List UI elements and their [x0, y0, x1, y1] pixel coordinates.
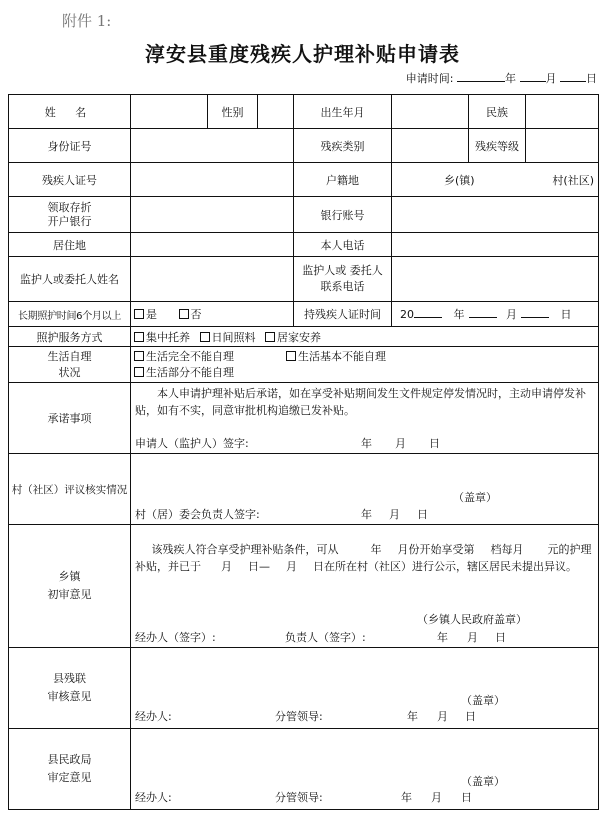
township-responsible-label: 负责人（签字）: — [285, 631, 366, 644]
id-number-field[interactable] — [131, 129, 294, 163]
application-form-table — [8, 94, 599, 810]
county-civil-leader-label: 分管领导: — [275, 791, 323, 804]
disability-level-label: 残疾等级 — [469, 129, 526, 163]
county-civil-date-month: 月 — [431, 791, 442, 804]
county-dpf-seal: （盖章） — [461, 694, 505, 707]
township-seal: （乡镇人民政府盖章） — [417, 613, 527, 626]
village-date-year: 年 — [361, 508, 372, 521]
commitment-label: 承诺事项 — [9, 383, 131, 454]
village-seal: （盖章） — [453, 491, 497, 504]
applicant-signature-label: 申请人（监护人）签字: — [135, 437, 249, 450]
guardian-phone-label: 监护人或 委托人 联系电话 — [294, 257, 392, 302]
application-year-field[interactable] — [457, 70, 505, 82]
name-field[interactable] — [131, 95, 208, 129]
county-civil-handler-label: 经办人: — [135, 791, 172, 804]
id-number-label: 身份证号 — [9, 129, 131, 163]
application-day-field[interactable] — [560, 70, 586, 82]
county-dpf-review-cell — [131, 648, 599, 729]
township-review-label: 乡镇 初审意见 — [9, 525, 131, 648]
county-dpf-leader-label: 分管领导: — [275, 710, 323, 723]
checkbox-icon[interactable] — [200, 332, 210, 342]
township-suffix: 乡(镇) — [444, 174, 475, 187]
ethnicity-field[interactable] — [526, 95, 599, 129]
bank-account-label: 银行账号 — [294, 197, 392, 233]
long-term-care-label: 长期照护时间6个月以上 — [9, 302, 131, 327]
applicant-date-day: 日 — [429, 437, 440, 450]
cert-time-field[interactable]: 20 年 月 日 — [392, 302, 599, 327]
attachment-label: 附件 1: — [62, 12, 112, 30]
township-review-cell — [131, 525, 599, 648]
checkbox-icon[interactable] — [265, 332, 275, 342]
long-term-no-option[interactable]: 否 — [179, 306, 202, 322]
application-day-unit: 日 — [586, 72, 597, 85]
county-civil-date-day: 日 — [461, 791, 472, 804]
long-term-yes-option[interactable]: 是 — [134, 306, 157, 322]
township-date-month: 月 — [467, 631, 478, 644]
care-option-centralized[interactable]: 集中托养 — [134, 329, 190, 345]
guardian-phone-field[interactable] — [392, 257, 599, 302]
commitment-cell — [131, 383, 599, 454]
self-care-option-partial[interactable]: 生活部分不能自理 — [134, 365, 234, 381]
township-date-year: 年 — [437, 631, 448, 644]
application-year-unit: 年 — [505, 72, 516, 85]
township-handler-label: 经办人（签字）: — [135, 631, 216, 644]
phone-field[interactable] — [392, 233, 599, 257]
care-option-daytime[interactable]: 日间照料 — [200, 329, 256, 345]
village-suffix: 村(社区) — [552, 174, 594, 187]
disability-type-field[interactable] — [392, 129, 469, 163]
bank-field[interactable] — [131, 197, 294, 233]
county-civil-date-year: 年 — [401, 791, 412, 804]
cert-time-label: 持残疾人证时间 — [294, 302, 392, 327]
residence-field[interactable] — [131, 233, 294, 257]
village-review-cell — [131, 454, 599, 525]
disability-level-field[interactable] — [526, 129, 599, 163]
checkbox-icon[interactable] — [134, 351, 144, 361]
village-date-day: 日 — [417, 508, 428, 521]
applicant-date-year: 年 — [361, 437, 372, 450]
disability-cert-label: 残疾人证号 — [9, 163, 131, 197]
county-dpf-date-month: 月 — [437, 710, 448, 723]
care-mode-label: 照护服务方式 — [9, 327, 131, 347]
hukou-label: 户籍地 — [294, 163, 392, 197]
commitment-text: 本人申请护理补贴后承诺，如在享受补贴期间发生文件规定停发情况时，主动申请停发补贴，如有不实，同意审批机构追缴已发补贴。 — [135, 387, 586, 417]
county-civil-seal: （盖章） — [461, 775, 505, 788]
disability-type-label: 残疾类别 — [294, 129, 392, 163]
checkbox-icon[interactable] — [134, 309, 144, 319]
village-review-label: 村（社区）评议核实情况 — [9, 454, 131, 525]
county-dpf-date-year: 年 — [407, 710, 418, 723]
bank-account-field[interactable] — [392, 197, 599, 233]
county-dpf-handler-label: 经办人: — [135, 710, 172, 723]
gender-label: 性别 — [208, 95, 258, 129]
disability-cert-field[interactable] — [131, 163, 294, 197]
guardian-name-label: 监护人或委托人姓名 — [9, 257, 131, 302]
village-signature-label: 村（居）委会负责人签字: — [135, 508, 260, 521]
hukou-field[interactable] — [392, 163, 599, 197]
applicant-date-month: 月 — [395, 437, 406, 450]
residence-label: 居住地 — [9, 233, 131, 257]
long-term-care-options — [131, 302, 294, 327]
birth-label: 出生年月 — [294, 95, 392, 129]
self-care-label: 生活自理 状况 — [9, 347, 131, 383]
care-option-home[interactable]: 居家安养 — [265, 329, 321, 345]
care-mode-options — [131, 327, 599, 347]
checkbox-icon[interactable] — [179, 309, 189, 319]
self-care-option-basic[interactable]: 生活基本不能自理 — [286, 349, 386, 365]
township-review-text: 该残疾人符合享受护理补贴条件，可从 年 月份开始享受第 档每月 元的护理补贴，并已于 月 日— 月 日在所在村（社区）进行公示，辖区居民未提出异议。 — [135, 543, 592, 573]
village-date-month: 月 — [389, 508, 400, 521]
county-civil-review-cell — [131, 729, 599, 810]
self-care-option-complete[interactable]: 生活完全不能自理 — [134, 349, 280, 365]
birth-field[interactable] — [392, 95, 469, 129]
application-time — [406, 70, 597, 86]
phone-label: 本人电话 — [294, 233, 392, 257]
form-title: 淳安县重度残疾人护理补贴申请表 — [145, 42, 460, 66]
county-dpf-review-label: 县残联 审核意见 — [9, 648, 131, 729]
guardian-name-field[interactable] — [131, 257, 294, 302]
county-dpf-date-day: 日 — [465, 710, 476, 723]
application-month-unit: 月 — [545, 72, 557, 85]
application-month-field[interactable] — [520, 70, 546, 82]
gender-field[interactable] — [258, 95, 294, 129]
township-date-day: 日 — [495, 631, 506, 644]
application-time-label: 申请时间: — [405, 72, 454, 85]
checkbox-icon[interactable] — [134, 332, 144, 342]
name-label: 姓 名 — [9, 95, 131, 129]
county-civil-review-label: 县民政局 审定意见 — [9, 729, 131, 810]
ethnicity-label: 民族 — [469, 95, 526, 129]
self-care-options — [131, 347, 599, 383]
checkbox-icon[interactable] — [134, 367, 144, 377]
checkbox-icon[interactable] — [286, 351, 296, 361]
bank-label: 领取存折 开户银行 — [9, 197, 131, 233]
